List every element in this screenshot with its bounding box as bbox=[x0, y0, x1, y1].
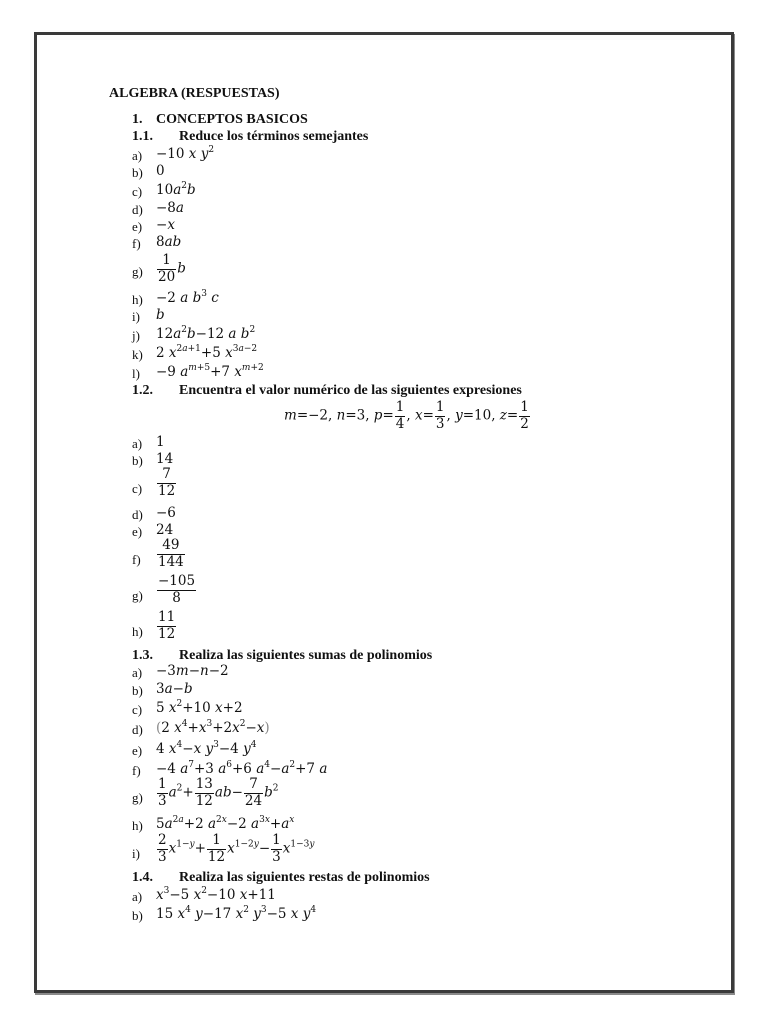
math-expression: −8a bbox=[156, 200, 184, 216]
math-expression: $\frac{7}{12}$ bbox=[158, 466, 176, 499]
math-expression: 1 bbox=[156, 434, 165, 450]
math-expression: $\frac{1}{20}$ b bbox=[158, 252, 186, 285]
math-expression: 4 $x^4-x$ $y^3-4$ $y^4$ bbox=[156, 740, 257, 757]
math-expression: −4 $a^7+3$ $a^6+6$ $a^4-a^2+7$ a bbox=[156, 760, 328, 777]
subsection-heading-1-1: 1.1. Reduce los términos semejantes bbox=[132, 129, 369, 144]
math-expression: 0 bbox=[156, 163, 165, 179]
math-expression: 15 $x^4$ y−17 $x^2$ $y^3-5$ x $y^4$ bbox=[156, 905, 317, 922]
math-expression: 14 bbox=[156, 451, 174, 467]
subsection-heading-1-4: 1.4. Realiza las siguientes restas de polinomios bbox=[132, 870, 430, 885]
math-expression: 2 $x^{2a+1}+5$ $x^{3a-2}$ bbox=[156, 344, 258, 361]
math-expression: $10a^2b$ bbox=[156, 181, 196, 198]
given-values-expression: m=−2, n=3, p= $\frac{1}{4}$ , x= $\frac{1}{3}$ , y=10, z= $\frac{1}{2}$ bbox=[284, 399, 529, 432]
math-expression: 24 bbox=[156, 522, 174, 538]
math-expression: 8ab bbox=[156, 234, 182, 250]
math-expression: $\frac{1}{3}$ $a^2+$ $\frac{13}{12}$ ab− $\frac{7}{24}$ $b^2$ bbox=[158, 776, 279, 809]
section-heading: 1. CONCEPTOS BASICOS bbox=[132, 112, 308, 127]
math-expression: $\frac{11}{12}$ bbox=[158, 609, 176, 642]
subsection-heading-1-3: 1.3. Realiza las siguientes sumas de polinomios bbox=[132, 648, 433, 663]
document-page: ALGEBRA (RESPUESTAS) 1. CONCEPTOS BASICOS 1.1. Reduce los términos semejantes a) −10 x $y^2$ b) 0 c) $10a^2b$ d) −8a e) −x f) 8ab g) $\frac{1}{20}$ b h) −2 a $b^3$ c i) b j) $12a^2b-12$ a $b^2$ k) 2 $x^{2a+1}+5$ $x^{3a-2}$ l) −9 $a^{m+5}+7$ $x^{m+2}$ 1.2. Encuentra el valor numérico de las siguientes expresiones m=−2, n=3, p= $\frac{1}{4}$ , x= $\frac{1}{3}$ , y=10, z= $\frac{1}{2}$ a) 1 b) 14 c) $\frac{7}{12}$ d) −6 e) 24 f) $\frac{49}{144}$ g) $\frac{-105}{8}$ h) $\frac{11}{12}$ 1.3. Realiza las siguientes sumas de polinomios a) −3m−n−2 b) 3a−b c) 5 $x^2+10$ x+2 d) (2 $x^4+x^3+2x^2-x$) e) 4 $x^4-x$ $y^3-4$ $y^4$ f) −4 $a^7+3$ $a^6+6$ $a^4-a^2+7$ a g) $\frac{1}{3}$ $a^2+$ $\frac{13}{12}$ ab− $\frac{7}{24}$ $b^2$ h) $5a^{2a}+2$ $a^{2x}-2$ $a^{3x}+a^x$ i) $\frac{2}{3}$ $x^{1-y}+$ $\frac{1}{12}$ $x^{1-2y}-$ $\frac{1}{3}$ $x^{1-3y}$ 1.4. Realiza las siguientes restas de polinomios a) $x^3-5$ $x^2-10$ x+11 b) 15 $x^4$ y−17 $x^2$ $y^3-5$ x $y^4$ bbox=[109, 86, 529, 923]
math-expression: $12a^2b-12$ a $b^2$ bbox=[156, 325, 256, 342]
document-title: ALGEBRA (RESPUESTAS) bbox=[109, 86, 280, 101]
math-expression: b bbox=[156, 307, 165, 323]
math-expression: $\frac{-105}{8}$ bbox=[158, 573, 196, 606]
subsection-heading-1-2: 1.2. Encuentra el valor numérico de las siguientes expresiones bbox=[132, 383, 522, 398]
math-expression: 5 $x^2+10$ x+2 bbox=[156, 699, 243, 716]
math-expression: −x bbox=[156, 217, 175, 233]
math-expression: $\frac{49}{144}$ bbox=[158, 537, 184, 570]
math-expression: 3a−b bbox=[156, 681, 193, 697]
math-expression: $5a^{2a}+2$ $a^{2x}-2$ $a^{3x}+a^x$ bbox=[156, 815, 295, 832]
math-expression: −6 bbox=[156, 505, 176, 521]
math-expression: −2 a $b^3$ c bbox=[156, 289, 219, 306]
math-expression: −3m−n−2 bbox=[156, 663, 229, 679]
math-expression: $\frac{2}{3}$ $x^{1-y}+$ $\frac{1}{12}$ $x^{1-2y}-$ $\frac{1}{3}$ $x^{1-3y}$ bbox=[158, 832, 315, 865]
math-expression: −9 $a^{m+5}+7$ $x^{m+2}$ bbox=[156, 363, 264, 380]
math-expression: (2 $x^4+x^3+2x^2-x$) bbox=[156, 719, 270, 736]
math-expression: −10 x $y^2$ bbox=[156, 145, 215, 162]
math-expression: $x^3-5$ $x^2-10$ x+11 bbox=[156, 886, 276, 903]
